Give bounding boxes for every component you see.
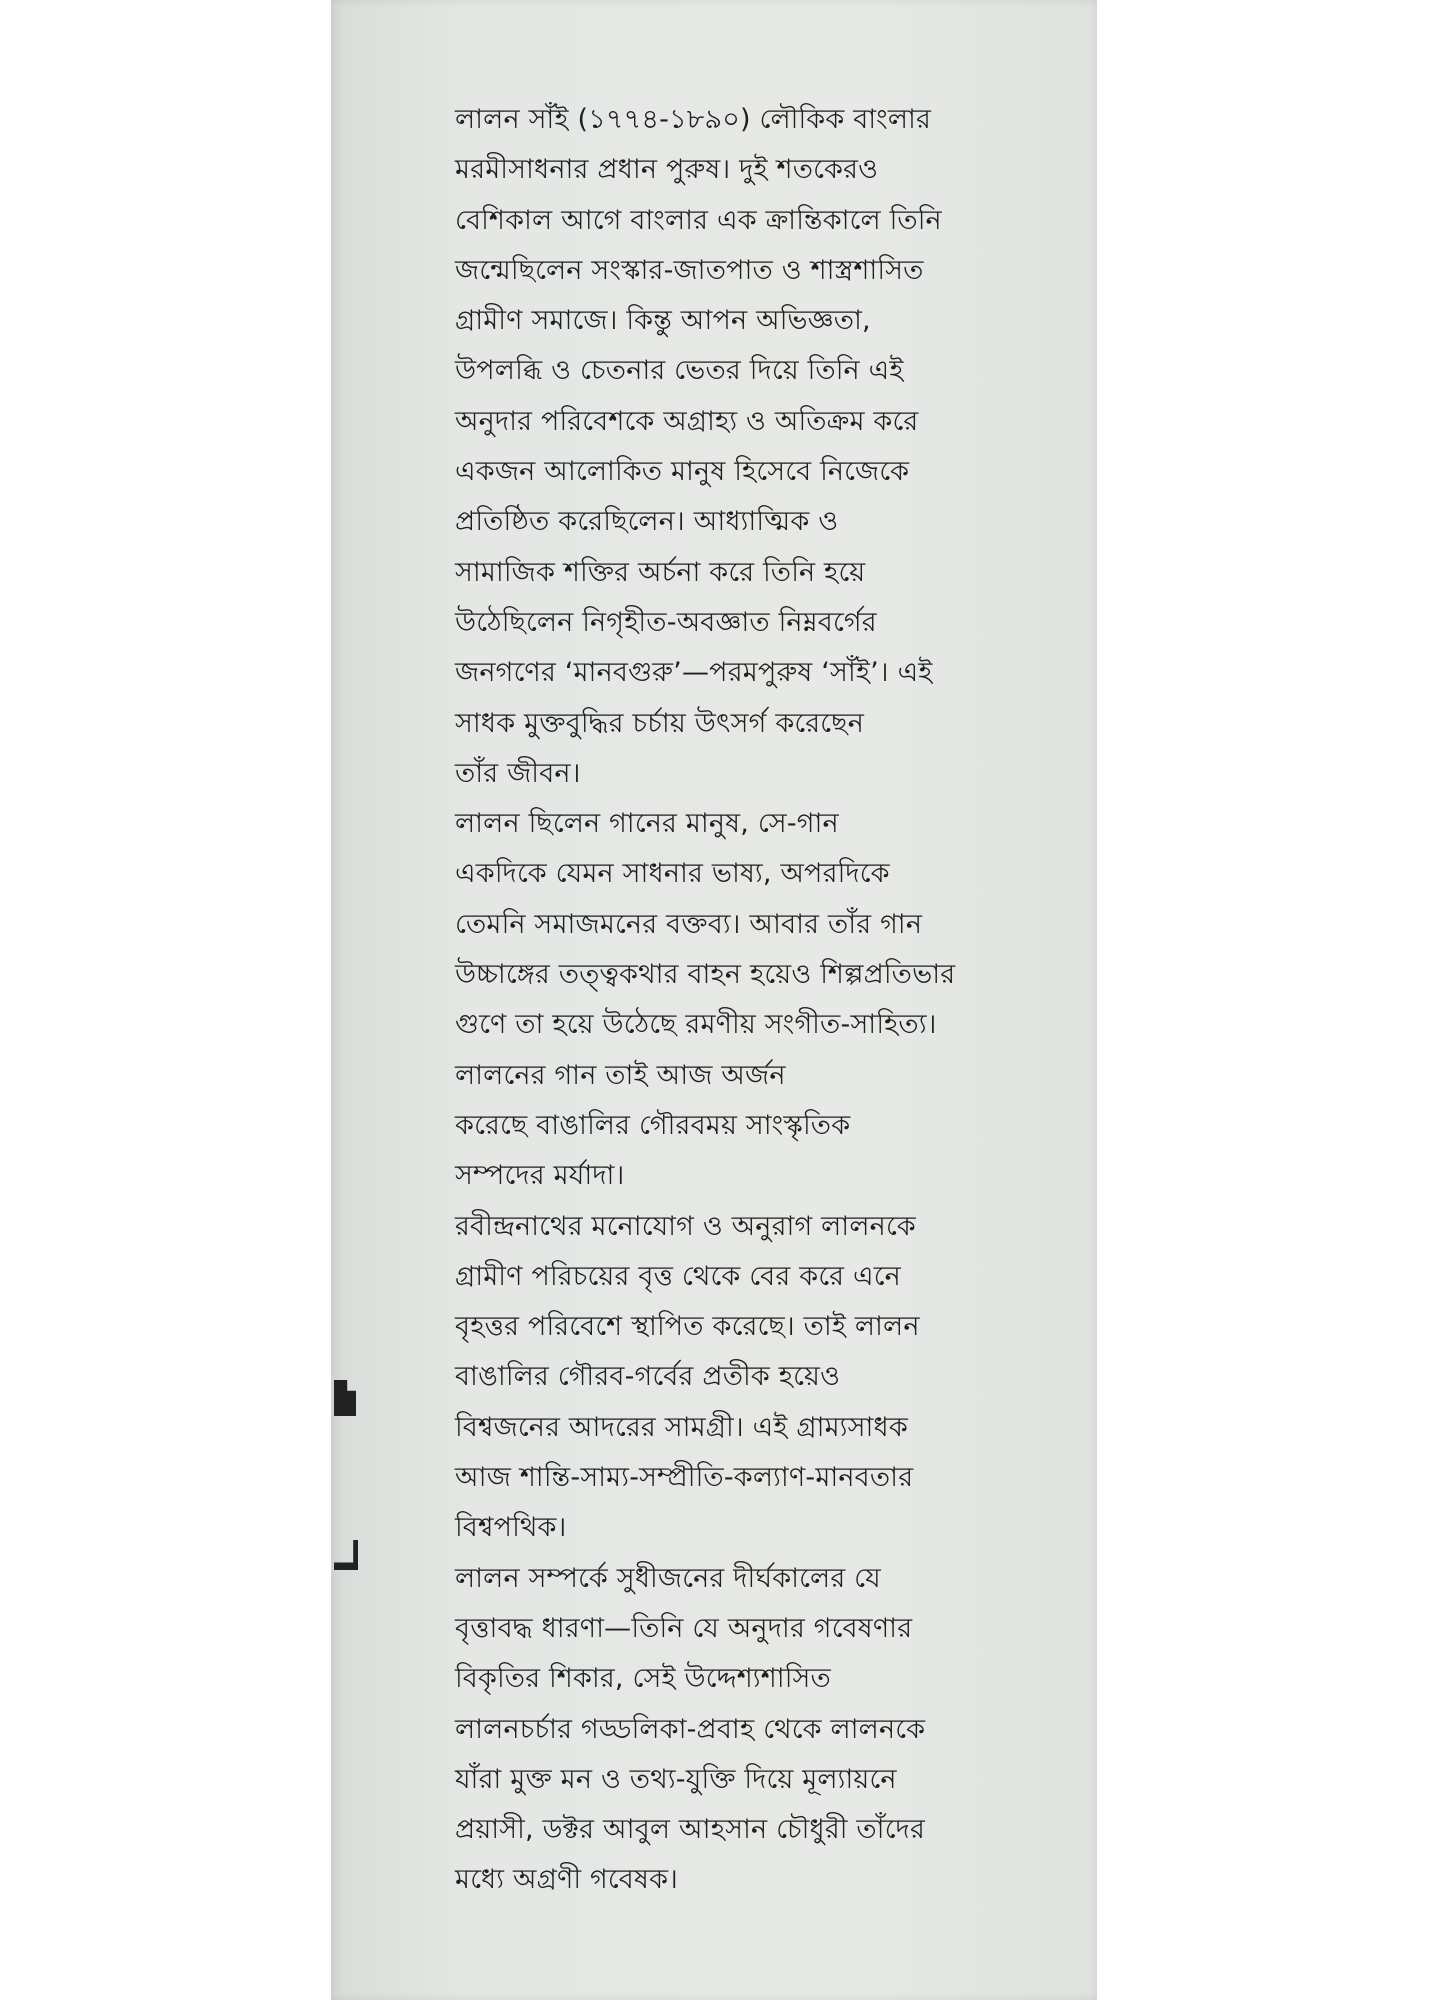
blurb-line: বিশ্বপথিক। xyxy=(455,1512,567,1544)
blurb-line: প্রয়াসী, ডক্টর আবুল আহসান চৌধুরী তাঁদের xyxy=(455,1814,925,1846)
blurb-text xyxy=(455,95,1040,1906)
blurb-line: আজ শান্তি-সাম্য-সম্প্রীতি-কল্যাণ-মানবতার xyxy=(455,1462,914,1494)
blurb-line: গ্রামীণ পরিচয়ের বৃত্ত থেকে বের করে এনে xyxy=(455,1260,901,1292)
blurb-line: একদিকে যেমন সাধনার ভাষ্য, অপরদিকে xyxy=(455,858,890,890)
blurb-line: বৃহত্তর পরিবেশে স্থাপিত করেছে। তাই লালন xyxy=(455,1311,920,1343)
blurb-line: গ্রামীণ সমাজে। কিন্তু আপন অভিজ্ঞতা, xyxy=(455,305,871,337)
blurb-line: একজন আলোকিত মানুষ হিসেবে নিজেকে xyxy=(455,456,910,488)
blurb-line: তেমনি সমাজমনের বক্তব্য। আবার তাঁর গান xyxy=(455,908,923,940)
blurb-line: লালন সম্পর্কে সুধীজনের দীর্ঘকালের যে xyxy=(455,1562,881,1594)
blurb-line: লালনের গান তাই আজ অর্জন xyxy=(455,1059,786,1091)
blurb-line: গুণে তা হয়ে উঠেছে রমণীয় সংগীত-সাহিত্য। xyxy=(455,1009,937,1041)
blurb-line: জন্মেছিলেন সংস্কার-জাতপাত ও শাস্ত্রশাসিত xyxy=(455,254,924,286)
blurb-line: তাঁর জীবন। xyxy=(455,757,581,789)
blurb-line: যাঁরা মুক্ত মন ও তথ্য-যুক্তি দিয়ে মূল্যায়নে xyxy=(455,1763,897,1795)
blurb-line: লালনচর্চার গড্ডলিকা-প্রবাহ থেকে লালনকে xyxy=(455,1713,926,1745)
blurb-line: সাধক মুক্তবুদ্ধির চর্চায় উৎসর্গ করেছেন xyxy=(455,707,865,739)
blurb-line: বেশিকাল আগে বাংলার এক ক্রান্তিকালে তিনি xyxy=(455,204,942,236)
blurb-line: লালন সাঁই (১৭৭৪-১৮৯০) লৌকিক বাংলার xyxy=(455,104,932,135)
blurb-line: উঠেছিলেন নিগৃহীত-অবজ্ঞাত নিম্নবর্গের xyxy=(455,606,877,638)
blurb-line: লালন ছিলেন গানের মানুষ, সে-গান xyxy=(455,808,839,840)
blurb-line: মরমীসাধনার প্রধান পুরুষ। দুই শতকেরও xyxy=(455,154,879,186)
blurb-line: উপলব্ধি ও চেতনার ভেতর দিয়ে তিনি এই xyxy=(455,355,904,387)
blurb-line: জনগণের ‘মানবগুরু’—পরমপুরুষ ‘সাঁই’। এই xyxy=(455,657,933,689)
blurb-line: বিকৃতির শিকার, সেই উদ্দেশ্যশাসিত xyxy=(455,1663,831,1695)
blurb-line: প্রতিষ্ঠিত করেছিলেন। আধ্যাত্মিক ও xyxy=(455,506,839,538)
blurb-line: বৃত্তাবদ্ধ ধারণা—তিনি যে অনুদার গবেষণার xyxy=(455,1612,913,1644)
blurb-line: করেছে বাঙালির গৌরবময় সাংস্কৃতিক xyxy=(455,1109,851,1141)
blurb-line: বিশ্বজনের আদরের সামগ্রী। এই গ্রাম্যসাধক xyxy=(455,1411,908,1443)
blurb-line: অনুদার পরিবেশকে অগ্রাহ্য ও অতিক্রম করে xyxy=(455,405,919,437)
blurb-line: উচ্চাঙ্গের তত্ত্বকথার বাহন হয়েও শিল্পপ্রতিভার xyxy=(455,959,956,991)
blurb-line: মধ্যে অগ্রণী গবেষক। xyxy=(455,1864,679,1896)
blurb-line: বাঙালির গৌরব-গর্বের প্রতীক হয়েও xyxy=(455,1361,841,1393)
blurb-line: সম্পদের মর্যাদা। xyxy=(455,1160,625,1192)
blurb-line: সামাজিক শক্তির অর্চনা করে তিনি হয়ে xyxy=(455,556,866,588)
blurb-line: রবীন্দ্রনাথের মনোযোগ ও অনুরাগ লালনকে xyxy=(455,1210,916,1242)
